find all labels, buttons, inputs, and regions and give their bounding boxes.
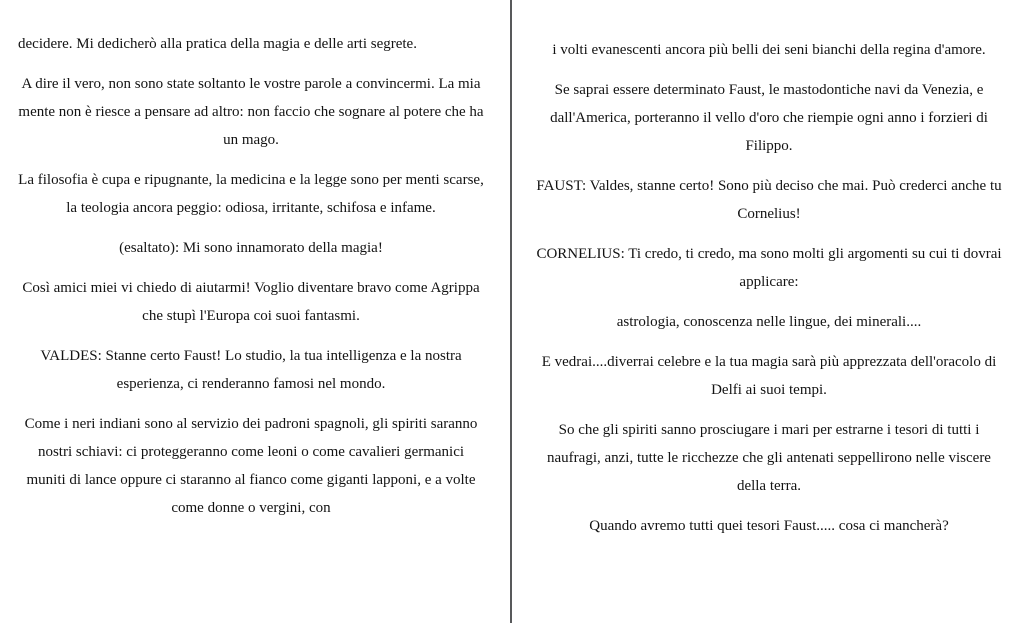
paragraph: A dire il vero, non sono state soltanto le vostre parole a convincermi. La mia mente non è riesce a pensare ad altro: non faccio che sognare al potere che ha un mago.: [18, 76, 484, 148]
paragraph: FAUST: Valdes, stanne certo! Sono più deciso che mai. Può crederci anche tu Cornelius!: [536, 178, 1002, 222]
paragraph: CORNELIUS: Ti credo, ti credo, ma sono molti gli argomenti su cui ti dovrai applicare:: [536, 246, 1002, 290]
paragraph: VALDES: Stanne certo Faust! Lo studio, la tua intelligenza e la nostra esperienza, ci renderanno famosi nel mondo.: [40, 348, 462, 392]
paragraph: Quando avremo tutti quei tesori Faust..... cosa ci mancherà?: [589, 518, 949, 534]
paragraph: Così amici miei vi chiedo di aiutarmi! Voglio diventare bravo come Agrippa che stupì l'Europa coi suoi fantasmi.: [22, 280, 480, 324]
page-left: [0, 0, 510, 623]
paragraph: La filosofia è cupa e ripugnante, la medicina e la legge sono per menti scarse, la teologia ancora peggio: odiosa, irritante, schifosa e infame.: [18, 172, 484, 216]
paragraph: E vedrai....diverrai celebre e la tua magia sarà più apprezzata dell'oracolo di Delfi ai suoi tempi.: [541, 354, 997, 398]
paragraph: Se saprai essere determinato Faust, le mastodontiche navi da Venezia, e dall'America, porteranno il vello d'oro che riempie ogni anno i forzieri di Filippo.: [550, 82, 988, 154]
paragraph: (esaltato): Mi sono innamorato della magia!: [119, 240, 383, 256]
paragraph: Come i neri indiani sono al servizio dei padroni spagnoli, gli spiriti saranno nostri schiavi: ci proteggeranno come leoni o come cavalieri germanici muniti di lance oppure ci staranno al fianco come giganti lapponi, e a volte come donne o vergini, con: [24, 416, 478, 516]
paragraph: i volti evanescenti ancora più belli dei seni bianchi della regina d'amore.: [552, 42, 986, 58]
paragraph: So che gli spiriti sanno prosciugare i mari per estrarne i tesori di tutti i naufragi, anzi, tutte le ricchezze che gli antenati seppellirono nelle viscere della terra.: [547, 422, 991, 494]
paragraph: decidere. Mi dedicherò alla pratica della magia e delle arti segrete.: [18, 36, 417, 52]
page-right: [512, 0, 1028, 623]
paragraph: astrologia, conoscenza nelle lingue, dei minerali....: [616, 314, 922, 330]
